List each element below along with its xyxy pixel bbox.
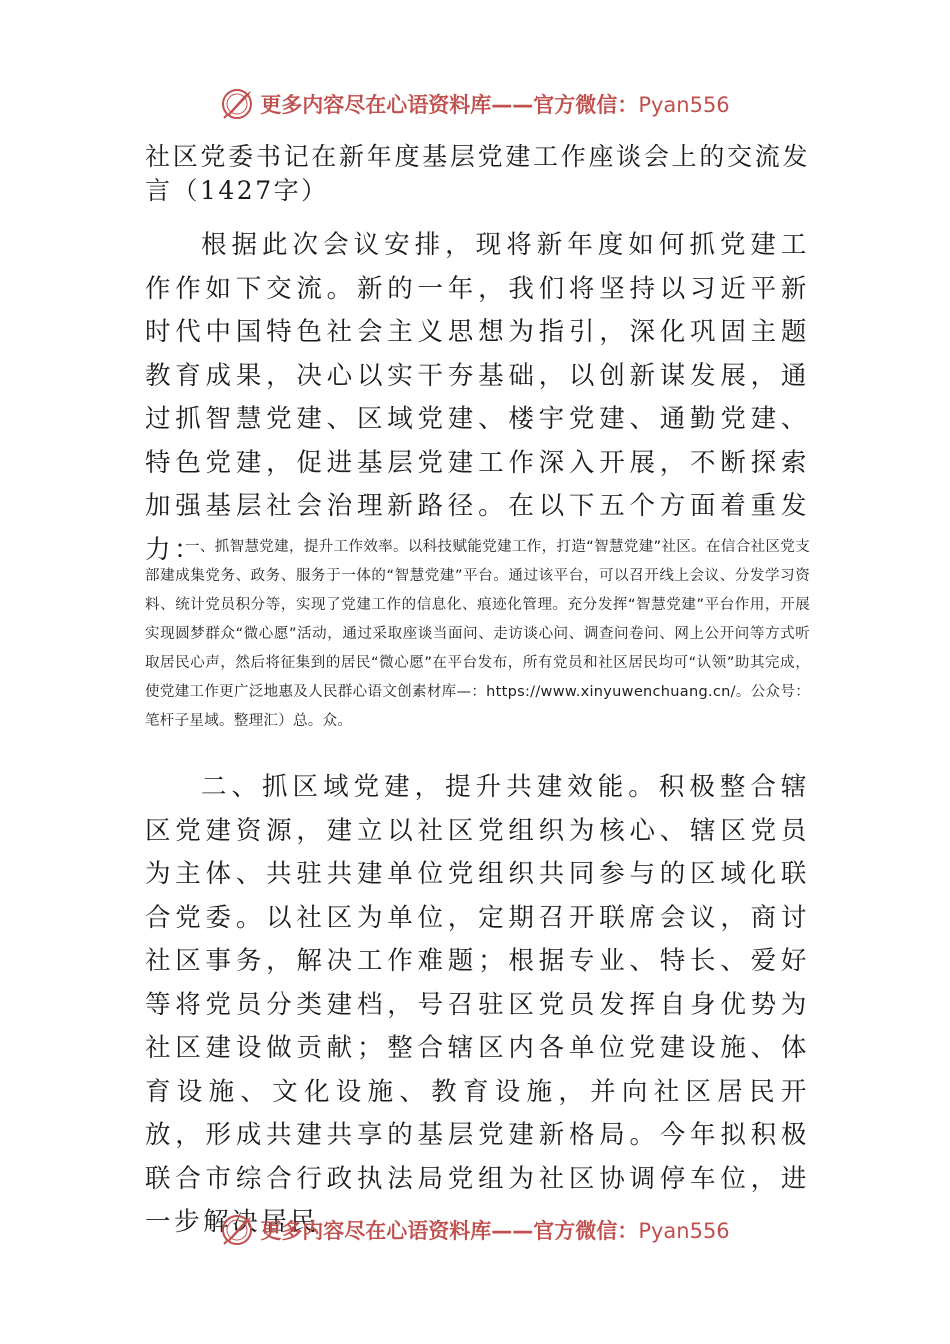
header-wechat-id: Pyan556 [638,93,730,117]
footer-wechat-id: Pyan556 [638,1219,730,1243]
section-2-paragraph: 二、抓区域党建，提升共建效能。积极整合辖区党建资源，建立以社区党组织为核心、辖区党员为主体、共驻共建单位党组织共同参与的区域化联合党委。以社区为单位，定期召开联席会议，商讨社区事务，解决工作难题；根据专业、特长、爱好等将党员分类建档，号召驻区党员发挥自身优势为社区建设做贡献；整合辖区内各单位党建设施、体育设施、文化设施、教育设施，并向社区居民开放，形成共建共享的基层党建新格局。今年拟积极联合市综合行政执法局党组为社区协调停车位，进一步解决居民 [145,772,810,1237]
intro-paragraph: 根据此次会议安排，现将新年度如何抓党建工作作如下交流。新的一年，我们将坚持以习近平新时代中国特色社会主义思想为指引，深化巩固主题教育成果，决心以实干夯基础，以创新谋发展，通过抓智慧党建、区域党建、楼宇党建、通勤党建、特色党建，促进基层党建工作深入开展，不断探索加强基层社会治理新路径。在以下五个方面着重发力： [145,230,810,565]
quill-pen-logo-icon [220,87,254,121]
header-banner-label: 更多内容尽在心语资料库——官方微信： [260,93,639,117]
header-banner-text [260,89,729,119]
footer-banner-text [260,1215,729,1245]
footer-banner [0,1210,950,1250]
quill-pen-logo-icon [220,1213,254,1247]
header-banner [0,84,950,124]
document-title: 社区党委书记在新年度基层党建工作座谈会上的交流发言（1427字） [145,142,810,205]
footer-banner-label: 更多内容尽在心语资料库——官方微信： [260,1219,639,1243]
section-1-paragraph: 一、抓智慧党建，提升工作效率。以科技赋能党建工作，打造“智慧党建”社区。在信合社区党支部建成集党务、政务、服务于一体的“智慧党建”平台。通过该平台，可以召开线上会议、分发学习资料、统计党员积分等，实现了党建工作的信息化、痕迹化管理。充分发挥“智慧党建”平台作用，开展实现圆梦群众“微心愿”活动，通过采取座谈当面问、走访谈心问、调查问卷问、网上公开问等方式听取居民心声，然后将征集到的居民“微心愿”在平台发布，所有党员和社区居民均可“认领”助其完成，使党建工作更广泛地惠及人民群心语文创素材库—：https://www.xinyuwenchuang.cn/。公众号：笔杆子星域。整理汇）总。众。 [145,539,810,729]
